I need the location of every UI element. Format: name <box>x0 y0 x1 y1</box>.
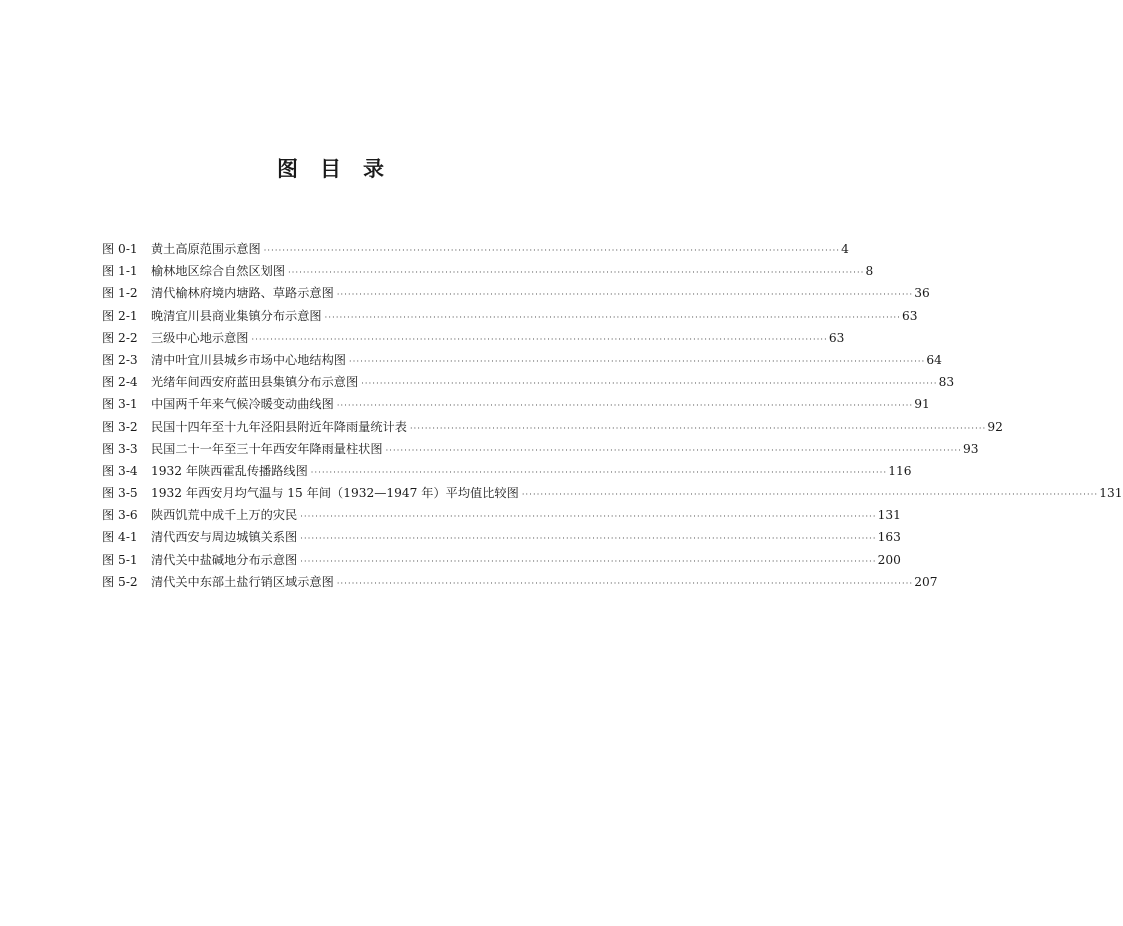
dot-leader <box>337 395 913 417</box>
figure-number: 图 5-1 <box>102 552 138 567</box>
dot-leader <box>522 484 1098 506</box>
dot-leader <box>386 440 962 462</box>
figure-number: 图 3-2 <box>102 419 138 434</box>
figure-title: 中国两千年来气候冷暖变动曲线图 <box>151 397 334 412</box>
list-item[interactable] <box>102 393 930 415</box>
figure-title: 清代西安与周边城镇关系图 <box>151 530 298 545</box>
dot-leader <box>311 462 887 484</box>
page-number: 8 <box>865 264 874 279</box>
figure-title: 清代关中盐碱地分布示意图 <box>151 552 298 567</box>
page-number: 36 <box>914 286 930 301</box>
page-number: 83 <box>938 375 955 390</box>
page-number: 4 <box>841 242 849 256</box>
dot-leader <box>300 551 876 573</box>
figure-number: 图 3-6 <box>102 508 138 523</box>
figure-title: 晚清宜川县商业集镇分布示意图 <box>151 308 322 323</box>
figure-number: 图 2-1 <box>102 308 138 323</box>
dot-leader <box>361 373 937 395</box>
page-number: 131 <box>1099 486 1123 501</box>
page-number: 63 <box>902 308 918 323</box>
list-item[interactable] <box>102 305 918 327</box>
figure-title: 民国二十一年至三十年西安年降雨量柱状图 <box>151 441 383 456</box>
figure-number: 图 1-2 <box>102 286 138 301</box>
list-item[interactable] <box>102 549 901 571</box>
dot-leader <box>252 329 828 351</box>
figure-number: 图 2-3 <box>102 352 138 367</box>
figure-title: 民国十四年至十九年泾阳县附近年降雨量统计表 <box>151 419 407 434</box>
page-title: 图目录 <box>277 156 406 181</box>
dot-leader <box>410 418 986 440</box>
dot-leader <box>300 528 876 550</box>
figure-number: 图 2-2 <box>102 330 138 345</box>
figure-title: 黄土高原范围示意图 <box>151 242 261 256</box>
figure-number: 图 1-1 <box>102 264 138 279</box>
dot-leader <box>325 307 901 329</box>
page-number: 64 <box>926 352 942 367</box>
list-item[interactable] <box>102 460 912 482</box>
figure-list <box>102 238 1123 593</box>
list-item[interactable] <box>102 504 901 526</box>
figure-number: 图 3-3 <box>102 441 138 456</box>
figure-title: 清代关中东部土盐行销区域示意图 <box>151 574 334 589</box>
page-number: 91 <box>914 397 930 412</box>
figure-title: 榆林地区综合自然区划图 <box>151 264 286 279</box>
figure-number: 图 3-4 <box>102 463 138 478</box>
list-item[interactable] <box>102 438 979 460</box>
figure-number: 图 3-1 <box>102 397 138 412</box>
list-item[interactable] <box>102 260 874 282</box>
figure-title: 1932 年西安月均气温与 15 年间（1932—1947 年）平均值比较图 <box>151 486 519 501</box>
dot-leader <box>300 506 876 528</box>
dot-leader <box>337 573 913 595</box>
list-item[interactable] <box>102 416 1003 438</box>
list-item[interactable] <box>102 571 938 593</box>
figure-title: 三级中心地示意图 <box>151 330 249 345</box>
dot-leader <box>288 262 864 284</box>
figure-number: 图 3-5 <box>102 486 138 501</box>
list-item[interactable] <box>102 327 845 349</box>
list-item[interactable] <box>102 238 849 260</box>
list-item[interactable] <box>102 526 901 548</box>
dot-leader <box>337 284 913 306</box>
page-number: 116 <box>888 463 912 478</box>
page-number: 63 <box>828 330 845 345</box>
figure-number: 图 0-1 <box>102 242 138 256</box>
figure-title: 光绪年间西安府蓝田县集镇分布示意图 <box>151 375 359 390</box>
dot-leader <box>264 240 840 262</box>
page-number: 163 <box>877 530 901 545</box>
dot-leader <box>349 351 925 373</box>
list-item[interactable] <box>102 482 1123 504</box>
figure-number: 图 5-2 <box>102 574 138 589</box>
list-item[interactable] <box>102 282 930 304</box>
figure-title: 陕西饥荒中成千上万的灾民 <box>151 508 298 523</box>
figure-number: 图 4-1 <box>102 530 138 545</box>
figure-title: 清代榆林府境内塘路、草路示意图 <box>151 286 334 301</box>
figure-title: 1932 年陕西霍乱传播路线图 <box>151 463 308 478</box>
list-item[interactable] <box>102 371 955 393</box>
figure-title: 清中叶宜川县城乡市场中心地结构图 <box>151 352 346 367</box>
list-item[interactable] <box>102 349 942 371</box>
page-number: 200 <box>877 552 901 567</box>
figure-number: 图 2-4 <box>102 375 138 390</box>
page-number: 207 <box>914 574 938 589</box>
page-number: 93 <box>962 441 979 456</box>
page-number: 131 <box>877 508 901 523</box>
page-number: 92 <box>987 419 1003 434</box>
